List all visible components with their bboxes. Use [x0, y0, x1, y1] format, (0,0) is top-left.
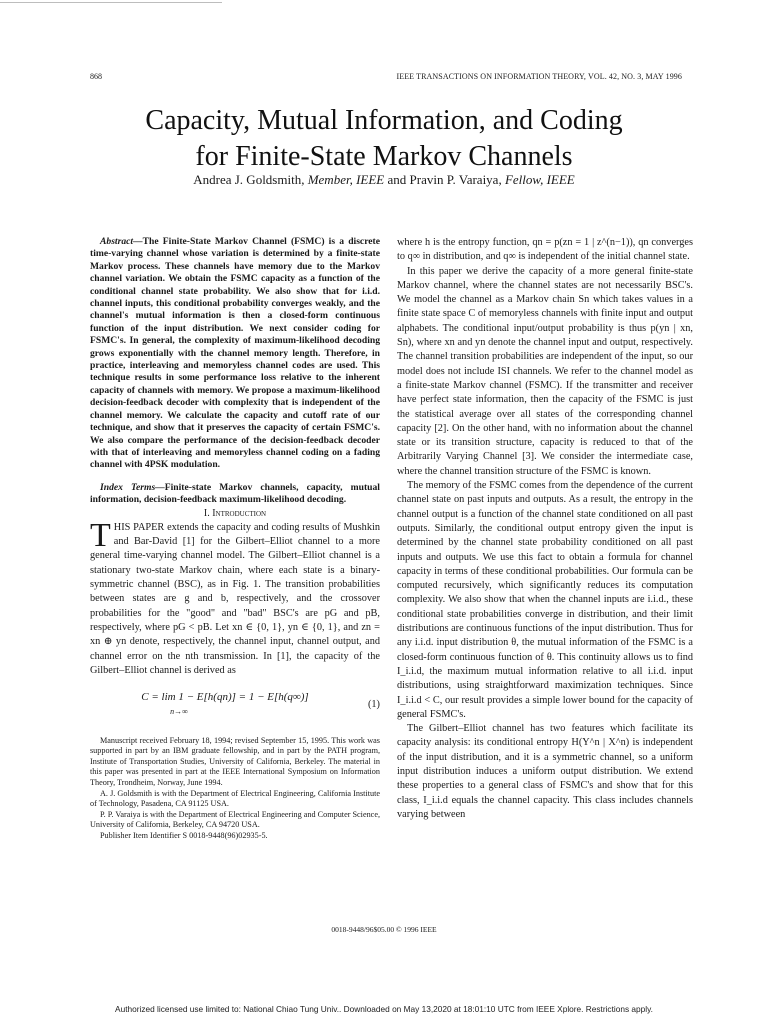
abstract-body: The Finite-State Markov Channel (FSMC) is a discrete time-varying channel whose variation is determined by a finite-state Markov process. These channels have memory due to the Markov channel variation. We obtain the FSMC capacity as a function of the conditional channel state probability. We also show that for i.i.d. channel inputs, this conditional probability converges weakly, and the channel's mutual information is then a closed-form continuous function of the input distribution. We next consider coding for FSMC's. In general, the complexity of maximum-likelihood decoding grows exponentially with the channel memory length. Therefore, in practice, interleaving and memoryless channel codes are used. This technique results in some performance loss relative to the inherent capacity of channels with memory. We propose a maximum-likelihood decision-feedback decoder with complexity that is independent of the channel memory. We calculate the capacity and cutoff rate of our technique, and show that it preserves the capacity of certain FSMC's. We also compare the performance of the decision-feedback decoder with that of interleaving and memoryless channel coding on a fading channel with 4PSK modulation.: [90, 236, 380, 471]
right-paragraph-3: The Gilbert–Elliot channel has two features which facilitate its capacity analysis: its conditional entropy H(Y^n | X^n) is independent of the input distribution, and it is a symmetric channel, so a uniform input distribution induces a uniform output distribution. We extend these properties to a general class of FSMC's and show that for this class, I_i.i.d equals the channel capacity. This class includes channels varying between: [397, 723, 693, 820]
paper-title: [0, 103, 768, 175]
title-line-1: Capacity, Mutual Information, and Coding: [145, 105, 623, 136]
author-1-affiliation: Member, IEEE: [307, 172, 385, 187]
right-column: [397, 236, 693, 822]
index-terms-body: Finite-state Markov channels, capacity, mutual information, decision-feedback maximum-likelihood decoding.: [90, 481, 380, 506]
author-line: [0, 172, 768, 188]
intro-paragraph-1-text: HIS PAPER extends the capacity and coding results of Mushkin and Bar-David [1] for the Gilbert–Elliot channel to a more general time-varying channel model. The Gilbert–Elliot channel is a stationary two-state Markov chain, where each state is a binary-symmetric channel (BSC), as in Fig. 1. The transition probabilities between states are g and b, respectively, and the crossover probabilities for the "good" and "bad" BSC's are pG and pB, respectively, where pG < pB. Let xn ∈ {0, 1}, yn ∈ {0, 1}, and zn = xn ⊕ yn denote, respectively, the channel input, channel output, and channel error on the nth transmission. In [1], the capacity of the Gilbert–Elliot channel is derived as: [90, 521, 380, 676]
footnote-author-1: A. J. Goldsmith is with the Department of Electrical Engineering, California Institute of Technology, Pasadena, CA 91125 USA.: [90, 788, 380, 809]
page-number: 868: [90, 72, 102, 81]
top-divider: [0, 2, 222, 3]
author-2: and Pravin P. Varaiya,: [387, 172, 502, 187]
index-terms: [90, 482, 380, 507]
title-line-2: for Finite-State Markov Channels: [195, 141, 573, 172]
equation-expression: [90, 690, 360, 720]
footnote-author-2: P. P. Varaiya is with the Department of Electrical Engineering and Computer Science, University of California, Berkeley, CA 94720 USA.: [90, 809, 380, 830]
license-notice: Authorized licensed use limited to: National Chiao Tung Univ.. Downloaded on May 13,2020 at 18:01:10 UTC from IEEE Xplore. Restrictions apply.: [115, 1004, 653, 1014]
right-paragraph-0: where h is the entropy function, qn = p(zn = 1 | z^(n−1)), qn converges to q∞ in distribution, and q∞ is independent of the initial channel state.: [397, 237, 693, 263]
equation-text: C = lim 1 − E[h(qn)] = 1 − E[h(q∞)]: [141, 691, 309, 704]
section-heading-introduction: I. Introduction: [203, 507, 267, 519]
index-terms-lead: Index Terms—: [100, 481, 165, 493]
left-column: [90, 236, 380, 842]
running-head: IEEE TRANSACTIONS ON INFORMATION THEORY, VOL. 42, NO. 3, MAY 1996: [396, 72, 682, 81]
author-1: Andrea J. Goldsmith,: [193, 172, 305, 187]
equation-limit-subscript: n→∞: [170, 707, 188, 717]
footnotes: [90, 736, 380, 842]
intro-paragraph-1: [90, 516, 380, 678]
right-paragraph-2: The memory of the FSMC comes from the dependence of the current channel state on past inputs and outputs. As a result, the entropy in the channel output is a function of the channel state conditioned on all past outputs. Similarly, the conditional output entropy given the input is determined by the channel state probability conditioned on all past inputs and outputs. We use this fact to obtain a formula for channel capacity in terms of these conditional probabilities. Our formula can be computed recursively, which significantly reduces its computation complexity. We also show that when the channel inputs are i.i.d., these conditional state probabilities converge in distribution, and their limit distributions are continuous functions of the input distribution. Thus for any i.i.d. input distribution θ, the mutual information of the FSMC is a closed-form continuous function of θ. This continuity allows us to find I_i.i.d, the maximum mutual information relative to all i.i.d. input distributions, using straightforward maximization techniques. Since I_i.i.d < C, our result provides a simple lower bound for the capacity of general FSMC's.: [397, 480, 693, 720]
abstract-lead: Abstract—: [100, 236, 143, 247]
author-2-affiliation: Fellow, IEEE: [504, 172, 575, 187]
drop-cap: T: [90, 516, 111, 554]
equation-number: (1): [367, 698, 380, 710]
equation-1: [90, 690, 380, 720]
footnote-publisher-id: Publisher Item Identifier S 0018-9448(96)02935-5.: [100, 831, 268, 841]
right-paragraph-1: In this paper we derive the capacity of a more general finite-state Markov channel, where the channel states are not necessarily BSC's. We model the channel as a Markov chain Sn which takes values in a finite state space C of memoryless channels with finite input and output alphabets. The conditional input/output probability is thus p(yn | xn, Sn), where xn and yn denote the channel input and output, respectively. The channel transition probabilities are independent of the input, so our model does not include ISI channels. We refer to the channel model as a finite-state Markov channel (FSMC). If the transmitter and receiver have perfect state information, then the capacity of the FSMC is just the statistical average over all states of the corresponding channel capacity [2]. On the other hand, with no information about the channel state or its transition structure, capacity is reduced to that of the Arbitrarily Varying Channel [3]. We consider the intermediate case, where the channel transition structure of the FSMC is known.: [397, 265, 693, 477]
copyright-line: 0018-9448/96$05.00 © 1996 IEEE: [331, 925, 437, 934]
abstract: [90, 236, 380, 472]
footnote-manuscript: Manuscript received February 18, 1994; revised September 15, 1995. This work was supported in part by an IBM graduate fellowship, and in part by the PATH program, Institute of Transportation Studies, University of California, Berkeley. The material in this paper was presented in part at the IEEE International Symposium on Information Theory, Trondheim, Norway, June 1994.: [90, 735, 380, 788]
